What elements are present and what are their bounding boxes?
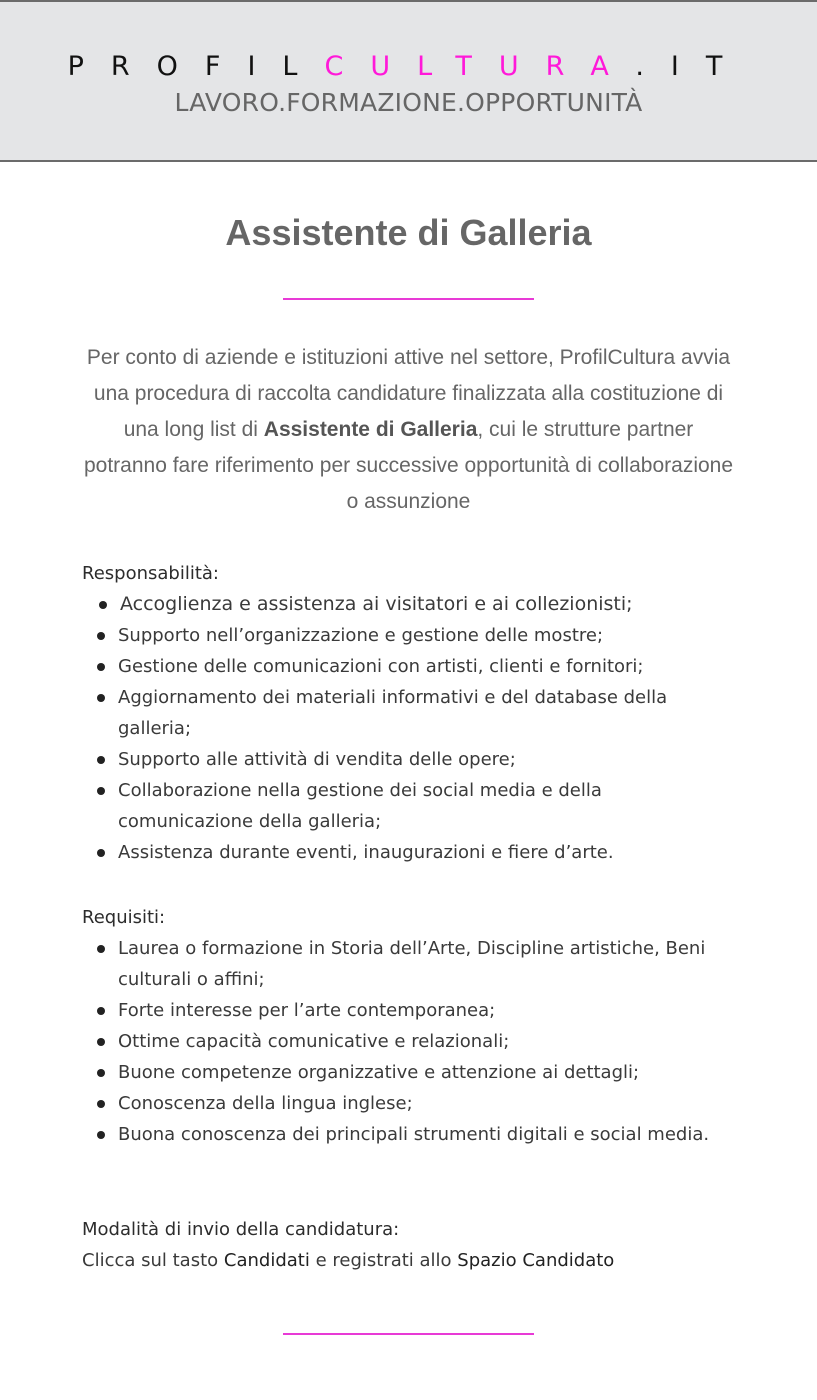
- responsabilita-list: [82, 589, 742, 868]
- intro-job-title: Assistente di Galleria: [263, 418, 478, 441]
- bullet-icon: [97, 945, 105, 953]
- list-item: Assistenza durante eventi, inaugurazioni e fiere d’arte.: [82, 837, 742, 868]
- list-item: Ottime capacità comunicative e relazionali;: [82, 1026, 742, 1057]
- spazio-candidato-link[interactable]: Spazio Candidato: [457, 1250, 615, 1271]
- intro-text-after: , cui le strutture partner potranno fare riferimento per successive opportunità di collaborazione o assunzione: [83, 418, 734, 513]
- list-item: Supporto alle attività di vendita delle opere;: [82, 744, 742, 775]
- intro-text-before: Per conto di aziende e istituzioni attive nel settore, ProfilCultura avvia una procedura di raccolta candidature finalizzata alla costituzione di una long list di: [86, 346, 731, 441]
- divider-bottom: [283, 1333, 534, 1335]
- list-item: Buona conoscenza dei principali strumenti digitali e social media.: [82, 1119, 742, 1150]
- intro-paragraph: [82, 340, 735, 520]
- list-item: Supporto nell’organizzazione e gestione delle mostre;: [82, 620, 742, 651]
- bullet-icon: [97, 849, 105, 857]
- site-header: [0, 0, 817, 162]
- requisiti-heading: Requisiti:: [82, 907, 166, 928]
- bullet-icon: [97, 1100, 105, 1108]
- site-tagline: LAVORO.FORMAZIONE.OPPORTUNITÀ: [174, 88, 643, 117]
- bullet-icon: [97, 1007, 105, 1015]
- responsabilita-heading: Responsabilità:: [82, 563, 219, 584]
- bullet-icon: [97, 1038, 105, 1046]
- bullet-icon: [97, 787, 105, 795]
- bullet-icon: [97, 694, 105, 702]
- requisiti-list: [82, 933, 742, 1150]
- bullet-icon: [97, 1069, 105, 1077]
- list-item: Accoglienza e assistenza ai visitatori e ai collezionisti;: [82, 589, 742, 620]
- list-item: Collaborazione nella gestione dei social media e della comunicazione della galleria;: [82, 775, 742, 837]
- bullet-icon: [99, 601, 107, 609]
- bullet-icon: [97, 663, 105, 671]
- site-logo[interactable]: [0, 50, 817, 84]
- logo-cultura: CULTURA: [324, 51, 636, 82]
- modalita-instructions: Clicca sul tasto Candidati e registrati allo Spazio Candidato: [82, 1250, 615, 1271]
- list-item: Buone competenze organizzative e attenzione ai dettagli;: [82, 1057, 742, 1088]
- divider-top: [283, 298, 534, 300]
- list-item: Gestione delle comunicazioni con artisti, clienti e fornitori;: [82, 651, 742, 682]
- list-item: Aggiornamento dei materiali informativi e del database della galleria;: [82, 682, 742, 744]
- page-title: Assistente di Galleria: [225, 212, 592, 253]
- bullet-icon: [97, 632, 105, 640]
- list-item: Laurea o formazione in Storia dell’Arte, Discipline artistiche, Beni culturali o affini;: [82, 933, 742, 995]
- modalita-section: [82, 1214, 742, 1276]
- candidati-link[interactable]: Candidati: [223, 1250, 310, 1271]
- logo-profil: PROFIL: [67, 51, 325, 82]
- modalita-heading: Modalità di invio della candidatura:: [82, 1219, 400, 1240]
- bullet-icon: [97, 1131, 105, 1139]
- bullet-icon: [97, 756, 105, 764]
- responsabilita-section: [82, 558, 742, 868]
- requisiti-section: [82, 902, 742, 1150]
- list-item: Conoscenza della lingua inglese;: [82, 1088, 742, 1119]
- list-item: Forte interesse per l’arte contemporanea;: [82, 995, 742, 1026]
- logo-it: .IT: [635, 51, 750, 82]
